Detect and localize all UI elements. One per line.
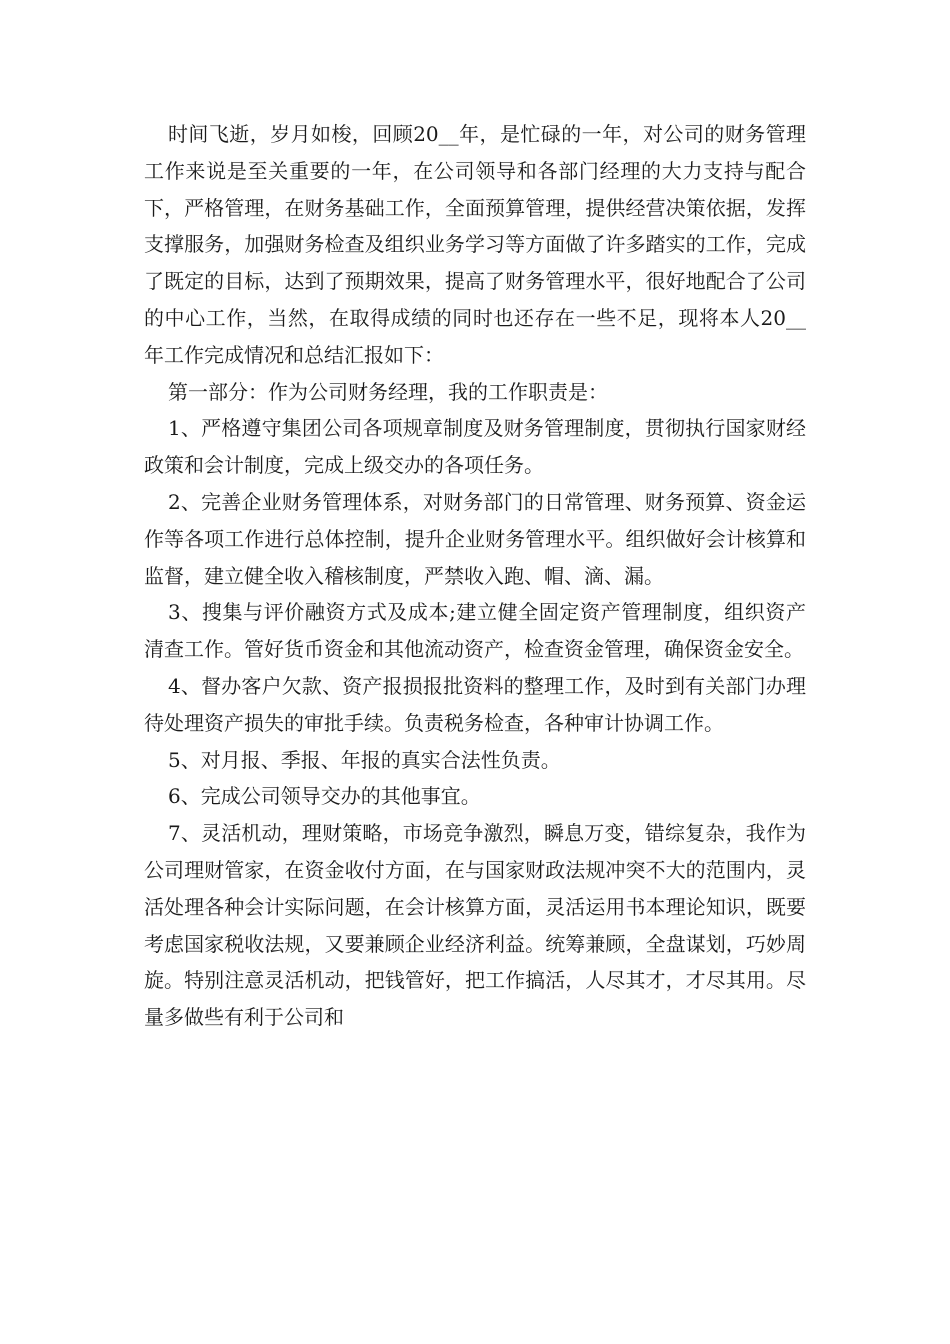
paragraph-item-3: 3、搜集与评价融资方式及成本;建立健全固定资产管理制度，组织资产清查工作。管好货币资金和其他流动资产，检查资金管理，确保资金安全。 (144, 600, 806, 662)
paragraph-item-1: 1、严格遵守集团公司各项规章制度及财务管理制度，贯彻执行国家财经政策和会计制度，完成上级交办的各项任务。 (144, 416, 806, 478)
paragraph-item-6: 6、完成公司领导交办的其他事宜。 (168, 784, 481, 809)
document-body (144, 116, 806, 1036)
paragraph-section-heading: 第一部分：作为公司财务经理，我的工作职责是： (168, 379, 608, 404)
paragraph-item-7: 7、灵活机动，理财策略，市场竞争激烈，瞬息万变，错综复杂，我作为公司理财管家，在资金收付方面，在与国家财政法规冲突不大的范围内，灵活处理各种会计实际问题，在会计核算方面，灵活运用书本理论知识，既要考虑国家税收法规，又要兼顾企业经济利益。统筹兼顾，全盘谋划，巧妙周旋。特别注意灵活机动，把钱管好，把工作搞活，人尽其才，才尽其用。尽量多做些有利于公司和 (144, 821, 806, 1030)
paragraph-item-5: 5、对月报、季报、年报的真实合法性负责。 (168, 747, 561, 772)
paragraph-intro: 时间飞逝，岁月如梭，回顾20__年，是忙碌的一年，对公司的财务管理工作来说是至关重要的一年，在公司领导和各部门经理的大力支持与配合下，严格管理，在财务基础工作，全面预算管理，提供经营决策依据，发挥支撑服务，加强财务检查及组织业务学习等方面做了许多踏实的工作，完成了既定的目标，达到了预期效果，提高了财务管理水平，很好地配合了公司的中心工作，当然，在取得成绩的同时也还存在一些不足，现将本人20__年工作完成情况和总结汇报如下： (144, 122, 806, 367)
paragraph-item-2: 2、完善企业财务管理体系，对财务部门的日常管理、财务预算、资金运作等各项工作进行总体控制，提升企业财务管理水平。组织做好会计核算和监督，建立健全收入稽核制度，严禁收入跑、帽、滴、漏。 (144, 489, 806, 588)
paragraph-item-4: 4、督办客户欠款、资产报损报批资料的整理工作，及时到有关部门办理待处理资产损失的审批手续。负责税务检查，各种审计协调工作。 (144, 673, 806, 735)
